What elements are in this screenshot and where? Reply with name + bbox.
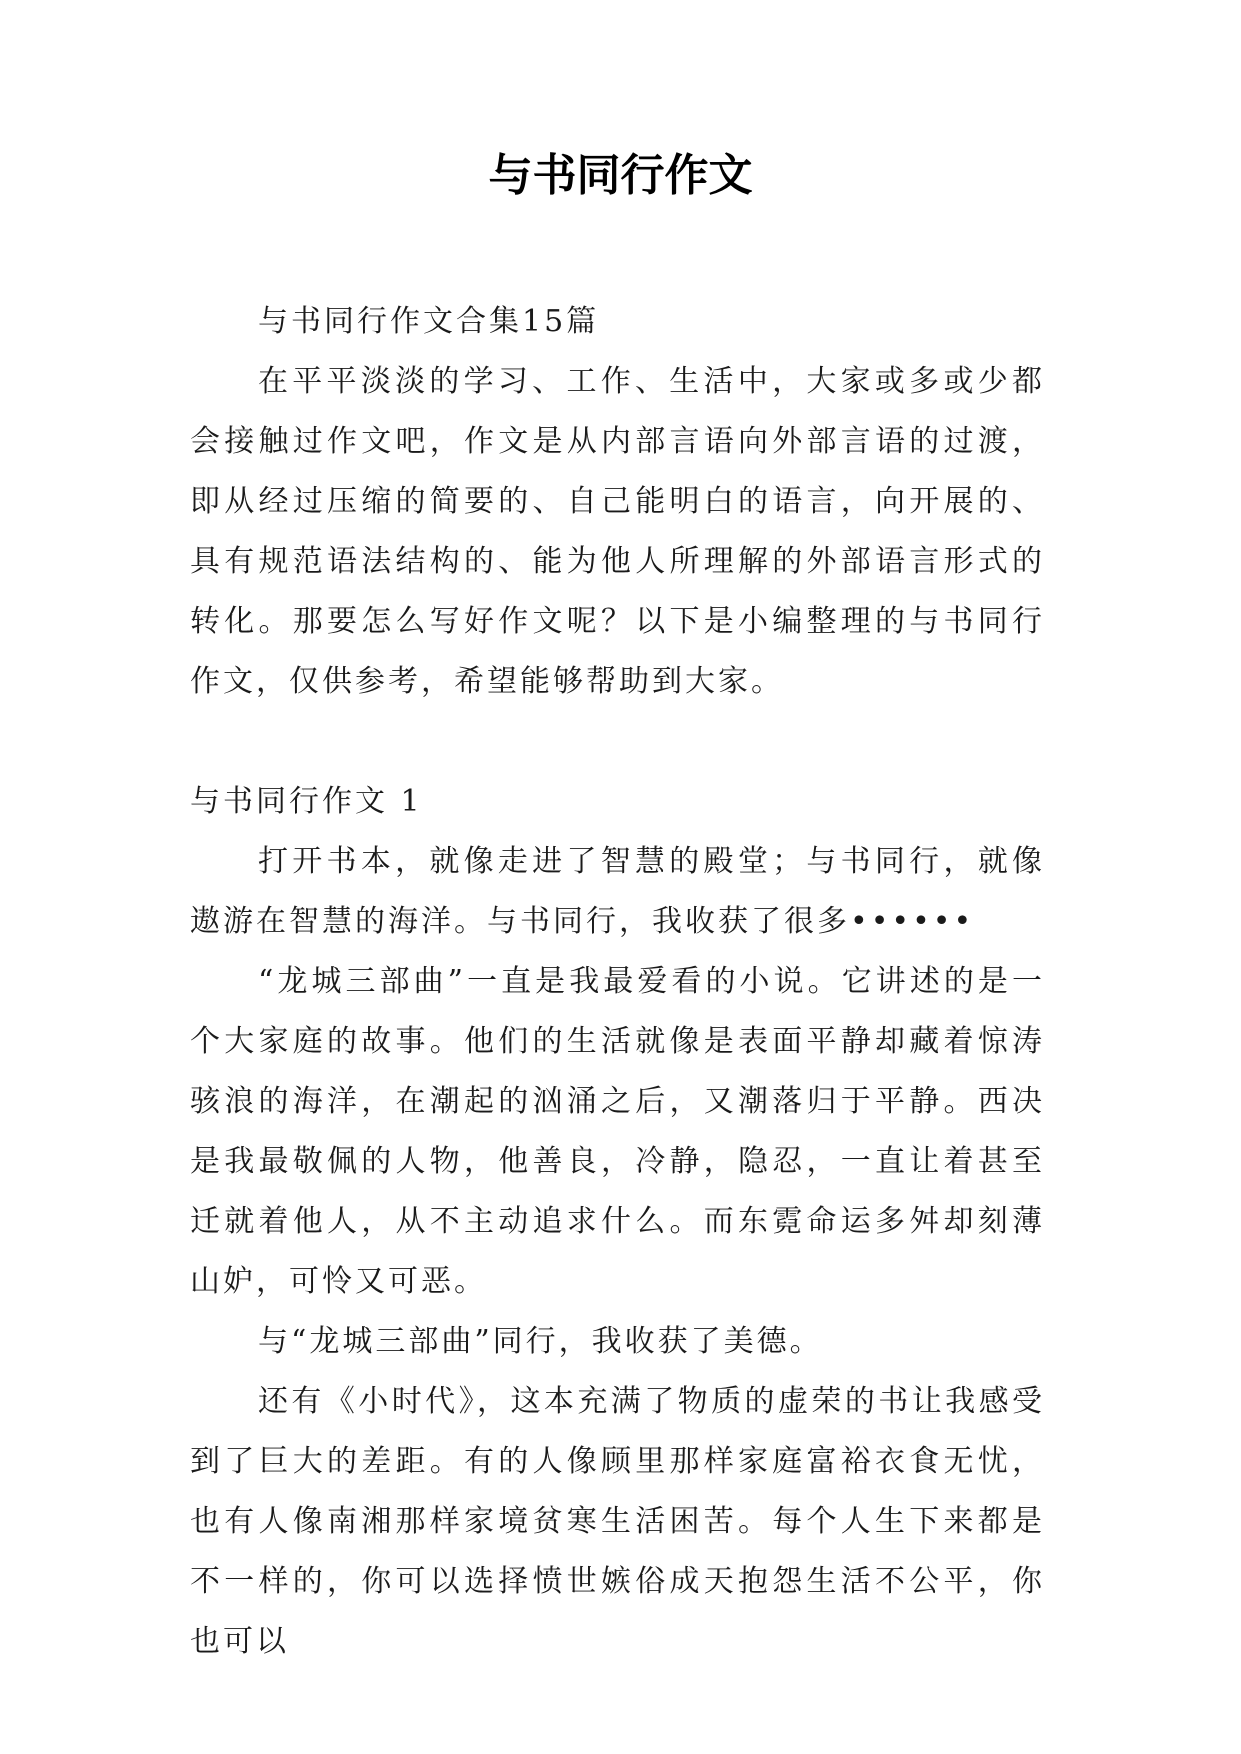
essay-paragraph-1: 打开书本，就像走进了智慧的殿堂；与书同行，就像遨游在智慧的海洋。与书同行，我收获了很多•••••• (190, 844, 1045, 939)
document-title: 与书同行作文 (488, 150, 753, 201)
document-body (190, 292, 1045, 1672)
collection-line: 与书同行作文合集15篇 (258, 304, 600, 339)
intro-paragraph: 在平平淡淡的学习、工作、生活中，大家或多或少都会接触过作文吧，作文是从内部言语向外部言语的过渡，即从经过压缩的简要的、自己能明白的语言，向开展的、具有规范语法结构的、能为他人所理解的外部语言形式的转化。那要怎么写好作文呢？以下是小编整理的与书同行作文，仅供参考，希望能够帮助到大家。 (190, 364, 1045, 699)
essay-paragraph-2: “龙城三部曲”一直是我最爱看的小说。它讲述的是一个大家庭的故事。他们的生活就像是表面平静却藏着惊涛骇浪的海洋，在潮起的汹涌之后，又潮落归于平静。西决是我最敬佩的人物，他善良，冷静，隐忍，一直让着甚至迁就着他人，从不主动追求什么。而东霓命运多舛却刻薄山妒，可怜又可恶。 (190, 964, 1045, 1299)
essay-paragraph-4: 还有《小时代》，这本充满了物质的虚荣的书让我感受到了巨大的差距。有的人像顾里那样家庭富裕衣食无忧，也有人像南湘那样家境贫寒生活困苦。每个人生下来都是不一样的，你可以选择愤世嫉俗成天抱怨生活不公平，你也可以 (190, 1384, 1045, 1659)
essay-paragraph-3: 与“龙城三部曲”同行，我收获了美德。 (258, 1324, 823, 1359)
section-heading: 与书同行作文 1 (190, 784, 423, 819)
